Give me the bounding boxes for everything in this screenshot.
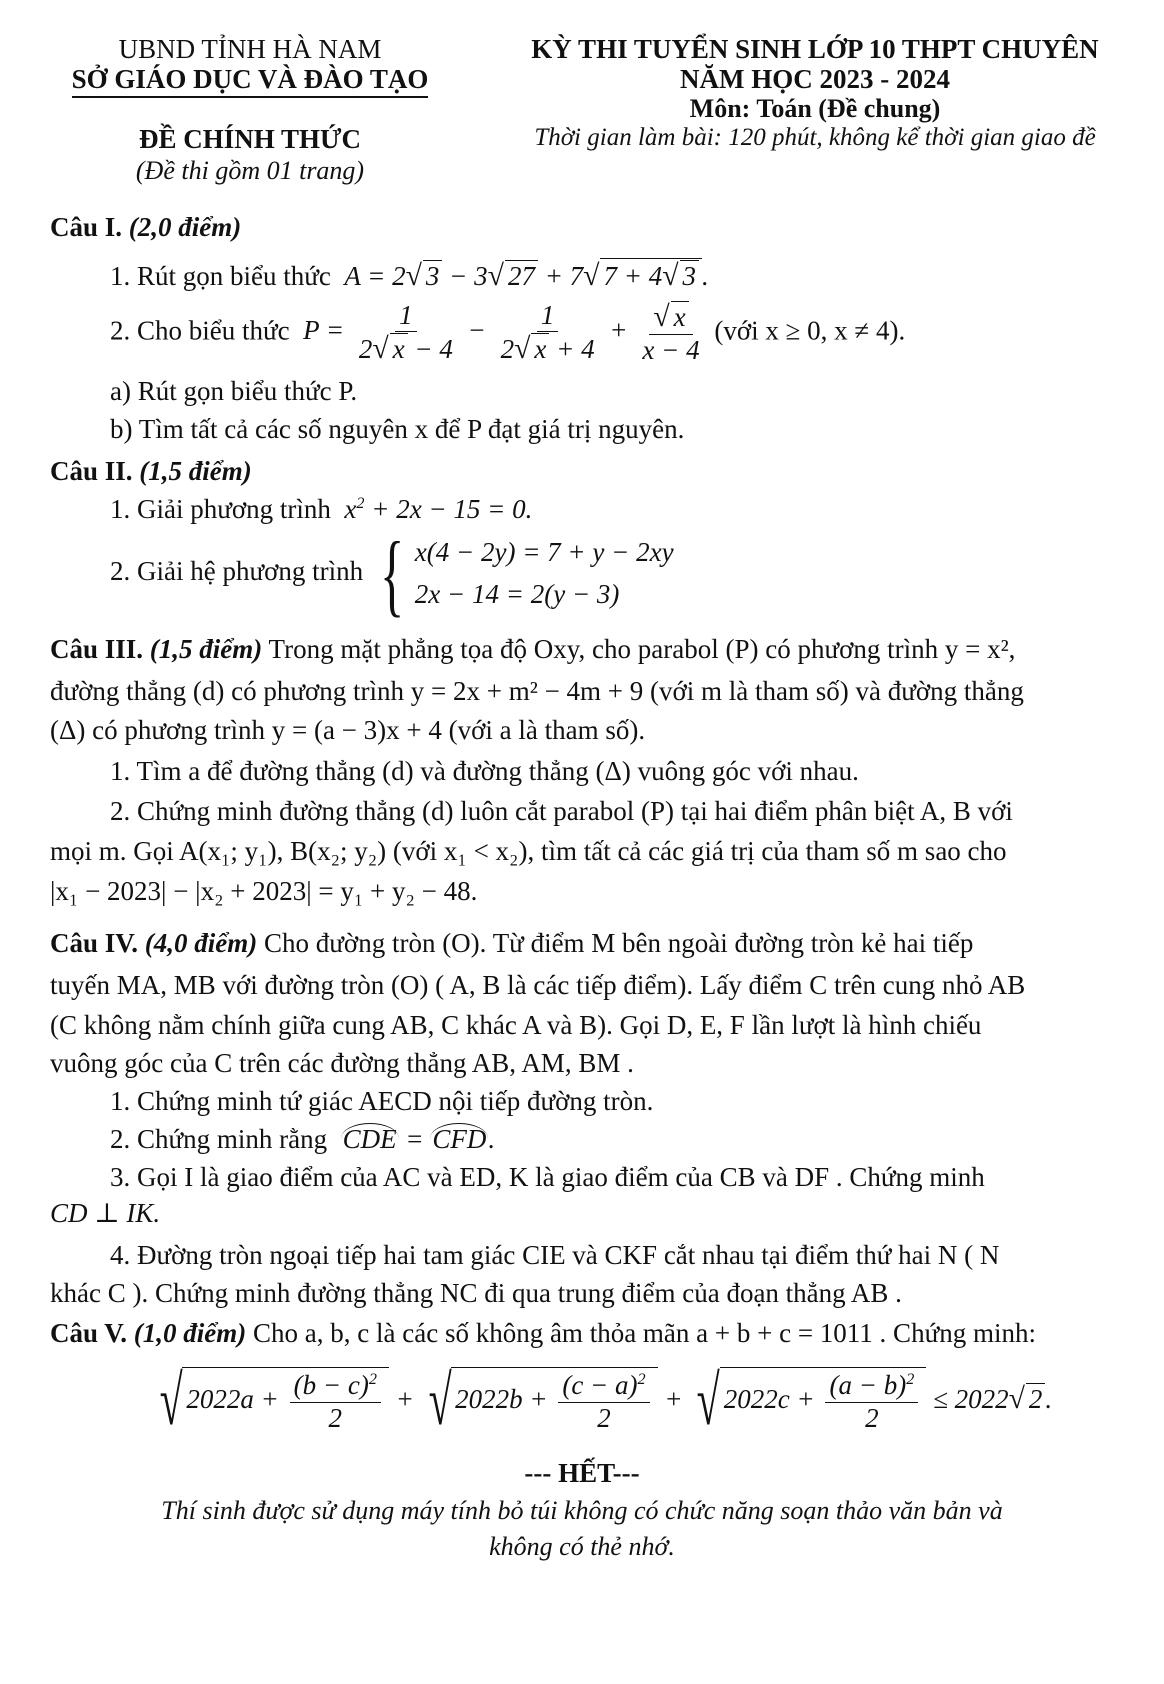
q3-line6: mọi m. Gọi A(x₁; y₁), B(x₂; y₂) (với x₁ < x₂), tìm tất cả các giá trị của tham số m sao cho <box>50 836 1007 866</box>
q4-points: (4,0 điểm) <box>144 928 258 958</box>
q2-points: (1,5 điểm) <box>139 456 252 486</box>
page-count: (Đề thi gồm 01 trang) <box>135 156 365 185</box>
q4-line3: (C không nằm chính giữa cung AB, C khác A và B). Gọi D, E, F lần lượt là hình chiếu <box>50 1010 982 1040</box>
q3-line5: 2. Chứng minh đường thẳng (d) luôn cắt parabol (P) tại hai điểm phân biệt A, B với <box>110 796 1013 826</box>
system-brace: { <box>379 523 405 625</box>
time-limit: Thời gian làm bài: 120 phút, không kể thời gian giao đề <box>534 124 1096 151</box>
q5-line1 <box>50 1318 1036 1349</box>
q4-line9: 4. Đường tròn ngoại tiếp hai tam giác CIE và CKF cắt nhau tại điểm thứ hai N ( N <box>110 1240 1000 1270</box>
q5-inequality: √ 2022a + $\frac{(b - c)^2}{2}$ + √ 2022b + $\frac{(c - a)^2}{2}$ + √ 2022c + $\frac{(a - b)^2}{2}$ ≤ 2022√ 2 . <box>159 1363 1053 1440</box>
q2-item1-label: 1. Giải phương trình <box>110 494 331 524</box>
q2-heading <box>50 456 252 487</box>
q4-arc-equality: CDE = CFD. <box>342 1124 496 1154</box>
department-name-text: SỞ GIÁO DỤC VÀ ĐÀO TẠO <box>72 64 429 98</box>
q1-item2-formula: P = $\frac{1}{2√ x - 4}$ − $\frac{1}{2√ x + 4}$ + $\frac{√ x}{x - 4}$ <box>296 300 700 366</box>
q1-heading <box>50 212 241 243</box>
q2-title: Câu II. <box>50 456 133 486</box>
q1-item2-condition: (với x ≥ 0, x ≠ 4). <box>714 315 906 346</box>
q3-line1-text: Trong mặt phẳng tọa độ Oxy, cho parabol (P) có phương trình y = x², <box>268 634 1016 664</box>
q2-item2-label: 2. Giải hệ phương trình <box>110 556 364 587</box>
footer-note-line1: Thí sinh được sử dụng máy tính bỏ túi không có chức năng soạn thảo văn bản và <box>161 1496 1003 1525</box>
system-eq1: x(4 − 2y) = 7 + y − 2xy <box>414 537 674 568</box>
department-name <box>30 64 470 95</box>
q4-line2: tuyến MA, MB với đường tròn (O) ( A, B là các tiếp điểm). Lấy điểm C trên cung nhỏ AB <box>50 970 1026 1000</box>
q3-line2: đường thẳng (d) có phương trình y = 2x + m² − 4m + 9 (với m là tham số) và đường thẳng <box>50 676 1024 706</box>
q3-line7: |x₁ − 2023| − |x₂ + 2023| = y₁ + y₂ − 48. <box>50 876 478 906</box>
q2-item1-formula: $x^2 + 2x - 15 = 0$. <box>337 494 533 524</box>
q4-line10: khác C ). Chứng minh đường thẳng NC đi qua trung điểm của đoạn thẳng AB . <box>50 1278 902 1308</box>
q4-line7: 3. Gọi I là giao điểm của AC và ED, K là giao điểm của CB và DF . Chứng minh <box>110 1162 985 1192</box>
q5-points: (1,0 điểm) <box>133 1318 247 1348</box>
footer-note-line2: không có thẻ nhớ. <box>489 1532 675 1561</box>
subject: Môn: Toán (Đề chung) <box>689 94 941 123</box>
q4-line1-text: Cho đường tròn (O). Từ điểm M bên ngoài đường tròn kẻ hai tiếp <box>264 928 974 958</box>
q1-item2 <box>110 300 905 366</box>
issuer-name: UBND TỈNH HÀ NAM <box>118 34 382 64</box>
exam-title: KỲ THI TUYỂN SINH LỚP 10 THPT CHUYÊN <box>531 34 1099 64</box>
q1-item-b: b) Tìm tất cả các số nguyên x để P đạt giá trị nguyên. <box>110 414 685 444</box>
equation-system <box>415 532 674 616</box>
q2-item1 <box>110 494 532 525</box>
q1-item1-label: 1. Rút gọn biểu thức <box>110 261 331 291</box>
q1-item1 <box>110 258 709 293</box>
q3-title: Câu III. <box>50 634 144 664</box>
q3-line4: 1. Tìm a để đường thẳng (d) và đường thẳng (Δ) vuông góc với nhau. <box>110 756 859 786</box>
q5-title: Câu V. <box>50 1318 128 1348</box>
q4-title: Câu IV. <box>50 928 139 958</box>
school-year: NĂM HỌC 2023 - 2024 <box>680 64 950 94</box>
end-marker: --- HẾT--- <box>524 1458 640 1488</box>
q1-item2-label: 2. Cho biểu thức <box>110 315 290 346</box>
q3-line1 <box>50 634 1015 665</box>
q4-line4: vuông góc của C trên các đường thẳng AB, AM, BM . <box>50 1048 634 1078</box>
q1-item1-formula: A = 2√ 3 − 3√ 27 + 7√ 7 + 4√ 3 . <box>337 260 709 292</box>
q1-item-a: a) Rút gọn biểu thức P. <box>110 376 358 406</box>
q4-line8: CD ⊥ IK. <box>50 1198 161 1228</box>
q4-line6 <box>110 1124 495 1155</box>
q5-line1-text: Cho a, b, c là các số không âm thỏa mãn a + b + c = 1011 . Chứng minh: <box>253 1318 1036 1348</box>
q1-title: Câu I. <box>50 212 123 242</box>
q4-line1 <box>50 928 973 959</box>
system-eq2: 2x − 14 = 2(y − 3) <box>414 579 620 609</box>
q3-points: (1,5 điểm) <box>149 634 263 664</box>
q4-line6-label: 2. Chứng minh rằng <box>110 1124 328 1154</box>
q1-points: (2,0 điểm) <box>128 212 242 242</box>
official-label: ĐỀ CHÍNH THỨC <box>138 124 362 154</box>
q4-line5: 1. Chứng minh tứ giác AECD nội tiếp đường tròn. <box>110 1086 654 1116</box>
q2-item2 <box>110 523 674 625</box>
q3-line3: (Δ) có phương trình y = (a − 3)x + 4 (với a là tham số). <box>50 715 646 745</box>
